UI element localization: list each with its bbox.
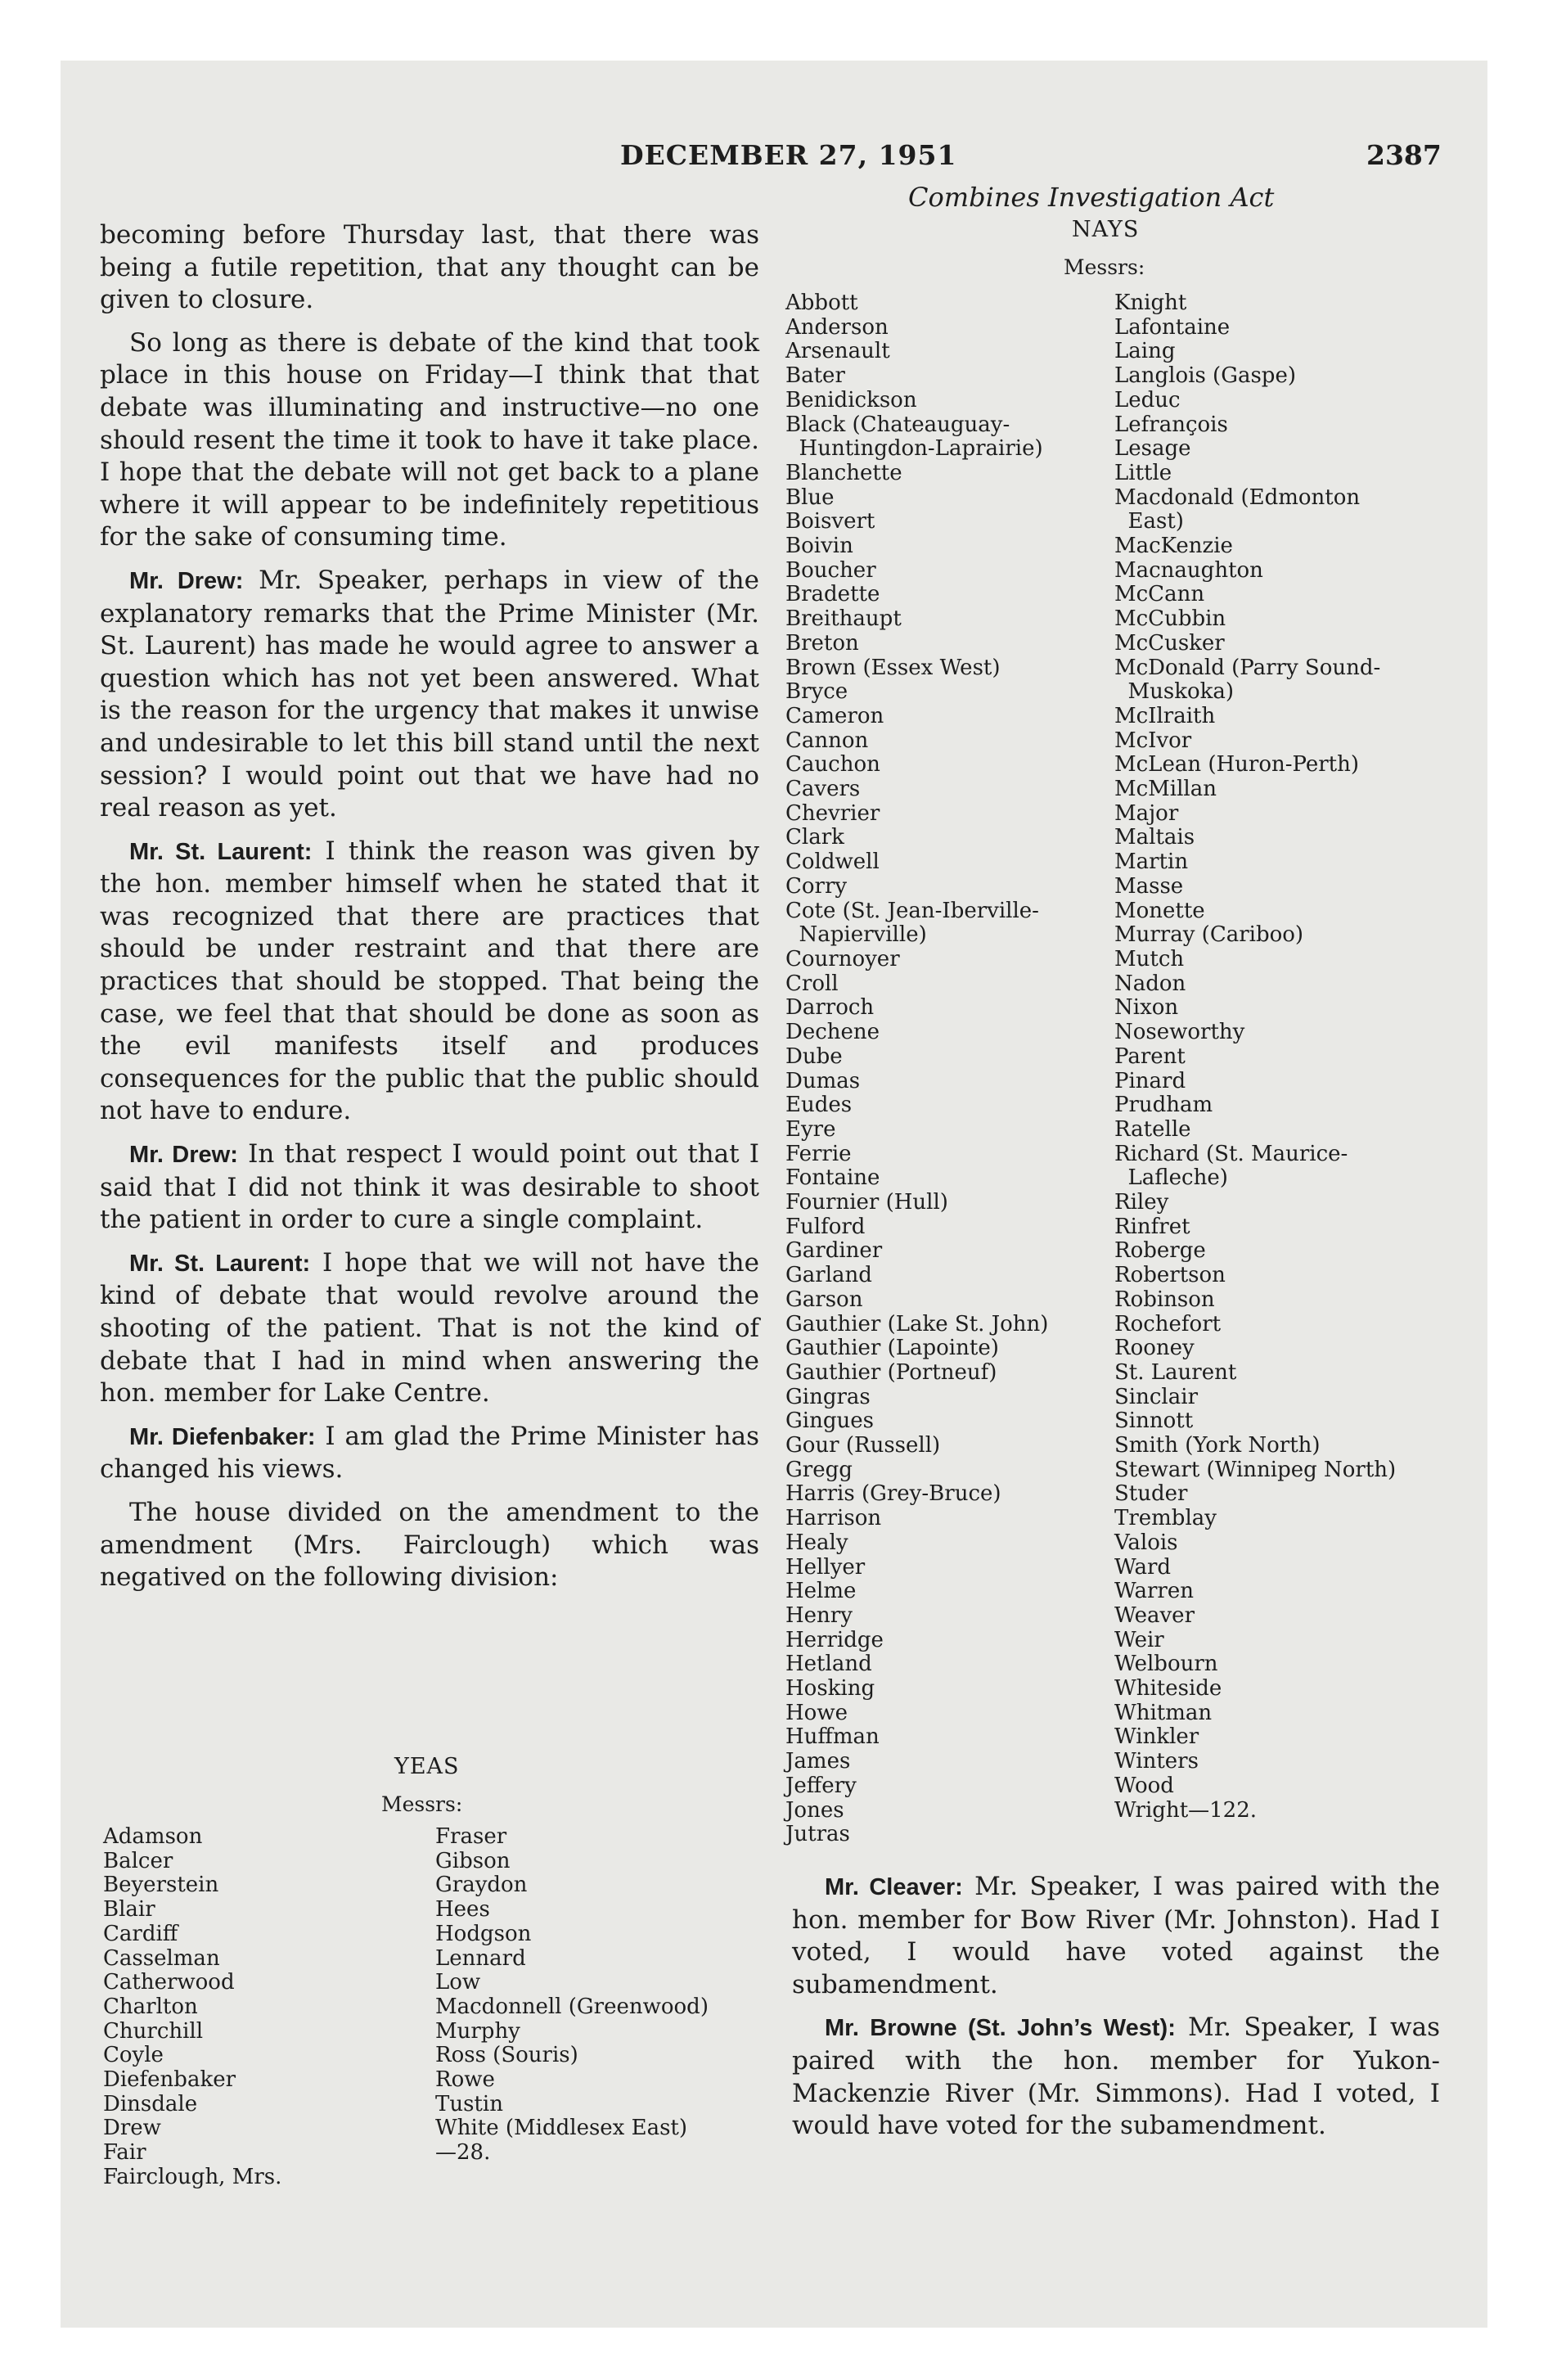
paragraph-text: So long as there is debate of the kind that took place in this house on Friday—I think that that debate was illuminating and instructive—no one should resent the time it took to have it take place. I hope that the debate will not get back to a plane where it will appear to be indefinitely repetitious for the sake of consuming time. xyxy=(100,327,759,552)
member-name: Diefenbaker xyxy=(103,2067,236,2093)
member-name: Boisvert xyxy=(785,509,875,534)
member-name: Huntingdon-Laprairie) xyxy=(785,436,1043,462)
member-name: Cardiff xyxy=(103,1921,178,1946)
member-name: Cauchon xyxy=(785,752,880,778)
member-name: Gour (Russell) xyxy=(785,1433,941,1458)
paragraph-text: Mr. Speaker, perhaps in view of the explanatory remarks that the Prime Minister (Mr. St. Laurent) has made he would agree to answer a question which has not yet been answered. What is the reason for the urgency that makes it unwise and undesirable to let this bill stand until the next session? I would point out that we have had no real reason as yet. xyxy=(100,565,759,823)
member-name: Bradette xyxy=(785,582,880,607)
member-name: Bryce xyxy=(785,679,848,705)
member-name: Gregg xyxy=(785,1457,853,1482)
member-name: Winters xyxy=(1114,1749,1199,1774)
member-name: Dinsdale xyxy=(103,2091,198,2116)
member-name: Boucher xyxy=(785,557,876,583)
member-name: Healy xyxy=(785,1530,848,1555)
member-name: Mutch xyxy=(1114,946,1185,971)
member-name: Ratelle xyxy=(1114,1116,1191,1142)
member-name: Lafontaine xyxy=(1114,314,1231,340)
member-name: Charlton xyxy=(103,1994,198,2019)
member-name: Hodgson xyxy=(435,1921,532,1946)
member-name: Eudes xyxy=(785,1093,853,1118)
member-name: Graydon xyxy=(435,1873,528,1898)
paragraph xyxy=(100,1138,759,1237)
member-name: Ross (Souris) xyxy=(435,2043,578,2068)
member-name: Murphy xyxy=(435,2018,520,2044)
nays-heading: NAYS xyxy=(1072,217,1140,242)
member-name: Garland xyxy=(785,1263,872,1288)
member-name: Ferrie xyxy=(785,1141,852,1166)
member-name: Jones xyxy=(785,1797,844,1823)
paragraph xyxy=(100,1497,759,1594)
member-name: Hees xyxy=(435,1897,490,1922)
member-name: Tustin xyxy=(435,2091,503,2116)
member-name: Fontaine xyxy=(785,1165,880,1191)
member-name: Studer xyxy=(1114,1481,1188,1507)
member-name: Nixon xyxy=(1114,995,1179,1021)
member-name: Howe xyxy=(785,1700,848,1725)
member-name: Helme xyxy=(785,1579,857,1604)
member-name: Nadon xyxy=(1114,971,1186,996)
paragraph-text: The house divided on the amendment to the amendment (Mrs. Fairclough) which was negatived on the following division: xyxy=(100,1497,759,1593)
member-name: Gauthier (Portneuf) xyxy=(785,1359,997,1385)
paragraph-text: I think the reason was given by the hon. member himself when he stated that it was recognized that there are practices that should be under restraint and that there are practices that should be stopped. That being the case, we feel that that should be done as soon as the evil manifests itself and produces consequences for the public that the public should not have to endure. xyxy=(100,836,759,1126)
paragraph xyxy=(792,1871,1440,2001)
nays-messrs: Messrs: xyxy=(1064,255,1145,279)
member-name: Cournoyer xyxy=(785,946,900,971)
page-number: 2387 xyxy=(1366,139,1442,171)
member-name: Macnaughton xyxy=(1114,557,1263,583)
yeas-heading: YEAS xyxy=(394,1754,460,1779)
speaker-name: Mr. Browne (St. John’s West): xyxy=(825,2015,1176,2042)
member-name: St. Laurent xyxy=(1114,1359,1237,1385)
speaker-name: Mr. St. Laurent: xyxy=(129,838,313,865)
member-name: Fairclough, Mrs. xyxy=(103,2164,282,2189)
member-name: Parent xyxy=(1114,1044,1186,1069)
member-name: Fraser xyxy=(435,1824,507,1849)
member-name: Macdonald (Edmonton xyxy=(1114,485,1361,510)
member-name: Hosking xyxy=(785,1676,875,1702)
member-name: Blue xyxy=(785,485,835,510)
member-name: Jutras xyxy=(785,1822,850,1847)
member-name: Clark xyxy=(785,825,844,850)
member-name: Gingras xyxy=(785,1384,871,1409)
paragraph-text: Mr. Speaker, I was paired with the hon. member for Yukon-Mackenzie River (Mr. Simmons). Had I voted, I would have voted for the subamendment. xyxy=(792,2013,1440,2141)
paragraph-text: I am glad the Prime Minister has changed his views. xyxy=(100,1421,759,1485)
member-name: Breton xyxy=(785,630,859,656)
running-title: Combines Investigation Act xyxy=(908,182,1275,213)
member-name: Major xyxy=(1114,800,1179,826)
page-date: DECEMBER 27, 1951 xyxy=(620,139,957,171)
speaker-name: Mr. Drew: xyxy=(129,567,244,594)
member-name: Martin xyxy=(1114,850,1189,875)
member-name: Rinfret xyxy=(1114,1214,1190,1239)
member-name: Fair xyxy=(103,2140,146,2166)
member-name: Breithaupt xyxy=(785,606,902,632)
paragraph-text: I hope that we will not have the kind of debate that would revolve around the shooting of the patient. That is not the kind of debate that I had in mind when answering the hon. member for Lake Centre. xyxy=(100,1247,759,1409)
member-name: Henry xyxy=(785,1602,853,1628)
member-name: Laing xyxy=(1114,339,1176,364)
member-name: McCann xyxy=(1114,582,1205,607)
member-name: Casselman xyxy=(103,1945,220,1971)
paragraph xyxy=(100,565,759,825)
member-name: Whitman xyxy=(1114,1700,1213,1725)
member-name: MacKenzie xyxy=(1114,534,1233,559)
member-name: Wright—122. xyxy=(1114,1797,1258,1823)
member-name: McMillan xyxy=(1114,777,1217,802)
speaker-name: Mr. Cleaver: xyxy=(825,1874,963,1900)
member-name: Lefrançois xyxy=(1114,412,1228,437)
paragraph-text: Mr. Speaker, I was paired with the hon. member for Bow River (Mr. Johnston). Had I voted, I would have voted against the subamendment. xyxy=(792,1872,1441,1999)
member-name: Lesage xyxy=(1114,436,1191,462)
member-name: Dechene xyxy=(785,1020,880,1045)
member-name: Knight xyxy=(1114,291,1187,315)
member-name: Black (Chateauguay- xyxy=(785,412,1010,437)
paragraph xyxy=(100,327,759,554)
speaker-name: Mr. St. Laurent: xyxy=(129,1250,311,1277)
member-name: —28. xyxy=(435,2140,491,2166)
member-name: Weir xyxy=(1114,1627,1164,1652)
member-name: East) xyxy=(1114,509,1184,534)
member-name: Anderson xyxy=(785,314,889,340)
member-name: Cavers xyxy=(785,777,861,802)
member-name: James xyxy=(785,1749,851,1774)
member-name: Garson xyxy=(785,1287,863,1312)
member-name: Fournier (Hull) xyxy=(785,1190,948,1215)
member-name: Adamson xyxy=(103,1824,203,1849)
member-name: Balcer xyxy=(103,1848,173,1873)
member-name: Bater xyxy=(785,363,845,389)
member-name: Cannon xyxy=(785,728,869,753)
member-name: Brown (Essex West) xyxy=(785,655,1001,680)
member-name: Hetland xyxy=(785,1652,872,1677)
member-name: Rooney xyxy=(1114,1336,1195,1361)
speaker-name: Mr. Drew: xyxy=(129,1142,238,1169)
member-name: Wood xyxy=(1114,1773,1174,1798)
member-name: Tremblay xyxy=(1114,1506,1217,1531)
member-name: Croll xyxy=(785,971,839,996)
member-name: Harrison xyxy=(785,1506,882,1531)
member-name: Richard (St. Maurice- xyxy=(1114,1141,1348,1166)
member-name: Murray (Cariboo) xyxy=(1114,922,1304,948)
member-name: Little xyxy=(1114,460,1172,485)
member-name: Cote (St. Jean-Iberville- xyxy=(785,898,1039,923)
member-name: Cameron xyxy=(785,703,884,728)
member-name: Lennard xyxy=(435,1945,526,1971)
member-name: Coyle xyxy=(103,2043,164,2068)
member-name: Gingues xyxy=(785,1409,874,1434)
member-name: Robinson xyxy=(1114,1287,1215,1312)
member-name: Masse xyxy=(1114,873,1184,899)
member-name: Coldwell xyxy=(785,850,880,875)
paragraph xyxy=(100,836,759,1128)
yeas-list-a xyxy=(103,1825,281,2190)
nays-list-a xyxy=(785,291,1048,1847)
member-name: McCusker xyxy=(1114,630,1225,656)
member-name: Drew xyxy=(103,2116,161,2141)
member-name: McCubbin xyxy=(1114,606,1226,632)
member-name: Whiteside xyxy=(1114,1676,1222,1702)
member-name: Welbourn xyxy=(1114,1652,1218,1677)
member-name: Abbott xyxy=(785,291,858,315)
member-name: Boivin xyxy=(785,534,853,559)
member-name: Riley xyxy=(1114,1190,1169,1215)
member-name: Dube xyxy=(785,1044,843,1069)
member-name: Fulford xyxy=(785,1214,866,1239)
member-name: Huffman xyxy=(785,1724,880,1750)
member-name: Blanchette xyxy=(785,460,902,485)
member-name: Arsenault xyxy=(785,339,890,364)
member-name: Sinclair xyxy=(1114,1384,1198,1409)
member-name: Lafleche) xyxy=(1114,1165,1228,1191)
member-name: Benidickson xyxy=(785,387,917,412)
left-column-text xyxy=(100,219,759,1605)
member-name: Prudham xyxy=(1114,1093,1213,1118)
member-name: Herridge xyxy=(785,1627,884,1652)
member-name: Winkler xyxy=(1114,1724,1199,1750)
member-name: Blair xyxy=(103,1897,155,1922)
member-name: Ward xyxy=(1114,1554,1172,1580)
member-name: Macdonnell (Greenwood) xyxy=(435,1994,709,2019)
paragraph xyxy=(100,219,759,317)
member-name: McDonald (Parry Sound- xyxy=(1114,655,1381,680)
member-name: Gardiner xyxy=(785,1238,883,1264)
member-name: Leduc xyxy=(1114,387,1181,412)
member-name: Low xyxy=(435,1970,481,1995)
member-name: Langlois (Gaspe) xyxy=(1114,363,1296,389)
member-name: Chevrier xyxy=(785,800,880,826)
right-column-text xyxy=(792,1871,1440,2153)
member-name: Napierville) xyxy=(785,922,927,948)
member-name: McLean (Huron-Perth) xyxy=(1114,752,1359,778)
member-name: Corry xyxy=(785,873,848,899)
paragraph xyxy=(100,1421,759,1486)
member-name: Catherwood xyxy=(103,1970,235,1995)
member-name: Harris (Grey-Bruce) xyxy=(785,1481,1001,1507)
paragraph-text: In that respect I would point out that I said that I did not think it was desirable to shoot the patient in order to cure a single complaint. xyxy=(100,1139,759,1235)
nays-list-b xyxy=(1114,291,1396,1823)
member-name: Jeffery xyxy=(785,1773,857,1798)
member-name: Monette xyxy=(1114,898,1205,923)
member-name: McIlraith xyxy=(1114,703,1216,728)
member-name: White (Middlesex East) xyxy=(435,2116,688,2141)
paragraph-text: becoming before Thursday last, that there was being a futile repetition, that any thought can be given to closure. xyxy=(100,220,759,315)
member-name: Beyerstein xyxy=(103,1873,219,1898)
member-name: Pinard xyxy=(1114,1068,1186,1093)
member-name: Hellyer xyxy=(785,1554,866,1580)
member-name: Gauthier (Lake St. John) xyxy=(785,1311,1049,1336)
member-name: Weaver xyxy=(1114,1602,1195,1628)
member-name: Robertson xyxy=(1114,1263,1226,1288)
member-name: Maltais xyxy=(1114,825,1195,850)
member-name: Darroch xyxy=(785,995,875,1021)
yeas-list-b xyxy=(435,1825,709,2166)
member-name: Gibson xyxy=(435,1848,511,1873)
member-name: Rowe xyxy=(435,2067,495,2093)
paragraph xyxy=(100,1247,759,1410)
paragraph xyxy=(792,2012,1440,2142)
speaker-name: Mr. Diefenbaker: xyxy=(129,1423,316,1450)
member-name: Churchill xyxy=(103,2018,204,2044)
member-name: Roberge xyxy=(1114,1238,1206,1264)
member-name: Dumas xyxy=(785,1068,861,1093)
member-name: Noseworthy xyxy=(1114,1020,1245,1045)
member-name: Gauthier (Lapointe) xyxy=(785,1336,999,1361)
member-name: Stewart (Winnipeg North) xyxy=(1114,1457,1397,1482)
member-name: Sinnott xyxy=(1114,1409,1194,1434)
member-name: Warren xyxy=(1114,1579,1194,1604)
member-name: Valois xyxy=(1114,1530,1178,1555)
member-name: Eyre xyxy=(785,1116,836,1142)
yeas-messrs: Messrs: xyxy=(381,1792,463,1816)
member-name: Smith (York North) xyxy=(1114,1433,1321,1458)
member-name: Muskoka) xyxy=(1114,679,1235,705)
member-name: McIvor xyxy=(1114,728,1192,753)
member-name: Rochefort xyxy=(1114,1311,1222,1336)
